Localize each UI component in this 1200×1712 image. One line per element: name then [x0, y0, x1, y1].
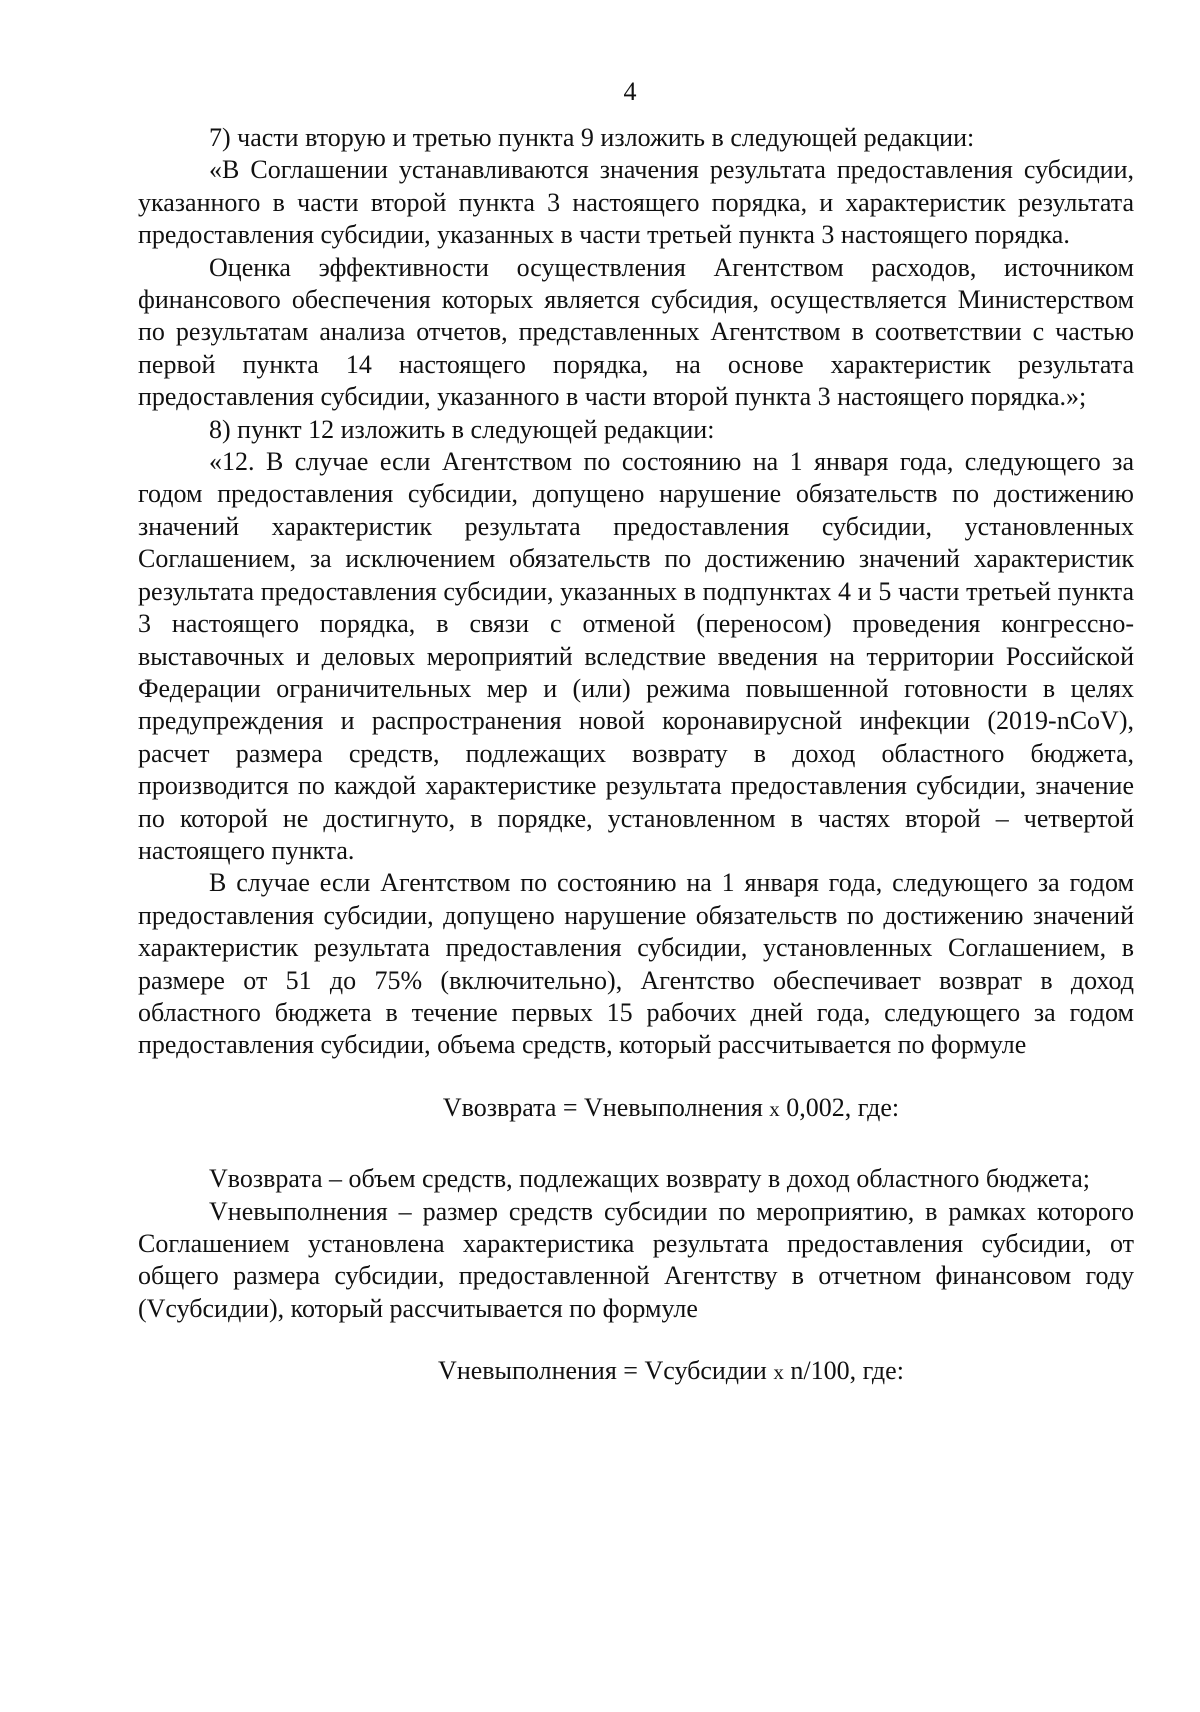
definition-nonfulfillment-volume: Vневыполнения – размер средств субсидии по мероприятию, в рамках которого Соглашением установлена характеристика результата предоставления субсидии, от общего размера субсидии, предоставленной Агентству в отчетном финансовом году (Vсубсидии), который рассчитывается по формуле: [138, 1196, 1134, 1323]
formula-2-left: Vневыполнения = Vсубсидии: [438, 1356, 767, 1386]
formula-nonfulfillment: [138, 1355, 1134, 1388]
formula-2-operator: x: [773, 1360, 784, 1385]
definition-return-volume: Vвозврата – объем средств, подлежащих возврату в доход областного бюджета;: [209, 1164, 1090, 1194]
formula-1-operator: x: [769, 1096, 780, 1121]
paragraph-efficiency-assessment: Оценка эффективности осуществления Агентством расходов, источником финансового обеспечения которых является субсидия, осуществляется Министерством по результатам анализа отчетов, представленных Агентством в соответствии с частью первой пункта 14 настоящего порядка, на основе характеристик результата предоставления субсидии, указанного в части второй пункта 3 настоящего порядка.»;: [138, 252, 1134, 412]
formula-2-right: n/100, где:: [790, 1356, 904, 1386]
formula-return-volume: [138, 1092, 1134, 1125]
paragraph-point-12: «12. В случае если Агентством по состоянию на 1 января года, следующего за годом предоставления субсидии, допущено нарушение обязательств по достижению значений характеристик результата предоставления субсидии, установленных Соглашением, за исключением обязательств по достижению значений характеристик результата предоставления субсидии, указанных в подпунктах 4 и 5 части третьей пункта 3 настоящего порядка, в связи с отменой (переносом) проведения конгрессно-выставочных и деловых мероприятий вследствие введения на территории Российской Федерации ограничительных мер и (или) режима повышенной готовности в целях предупреждения и распространения новой коронавирусной инфекции (2019-nCoV), расчет размера средств, подлежащих возврату в доход областного бюджета, производится по каждой характеристике результата предоставления субсидии, значение по которой не достигнуто, в порядке, установленном в частях второй – четвертой настоящего пункта.: [138, 447, 1134, 865]
paragraph-item-8: 8) пункт 12 изложить в следующей редакции:: [209, 414, 715, 444]
document-body: [138, 122, 1134, 1427]
page-number: 4: [623, 77, 637, 106]
paragraph-agreement-values: «В Соглашении устанавливаются значения результата предоставления субсидии, указанного в части второй пункта 3 настоящего порядка, и характеристик результата предоставления субсидии, указанных в части третьей пункта 3 настоящего порядка.: [138, 155, 1134, 250]
formula-1-right: 0,002, где:: [786, 1092, 900, 1122]
paragraph-violation-case: В случае если Агентством по состоянию на 1 января года, следующего за годом предоставления субсидии, допущено нарушение обязательств по достижению значений характеристик результата предоставления субсидии, установленных Соглашением, в размере от 51 до 75% (включительно), Агентство обеспечивает возврат в доход областного бюджета в течение первых 15 рабочих дней года, следующего за годом предоставления субсидии, объема средств, который рассчитывается по формуле: [138, 868, 1134, 1060]
formula-1-left: Vвозврата = Vневыполнения: [442, 1092, 763, 1122]
paragraph-item-7: 7) части вторую и третью пункта 9 изложить в следующей редакции:: [209, 123, 975, 152]
